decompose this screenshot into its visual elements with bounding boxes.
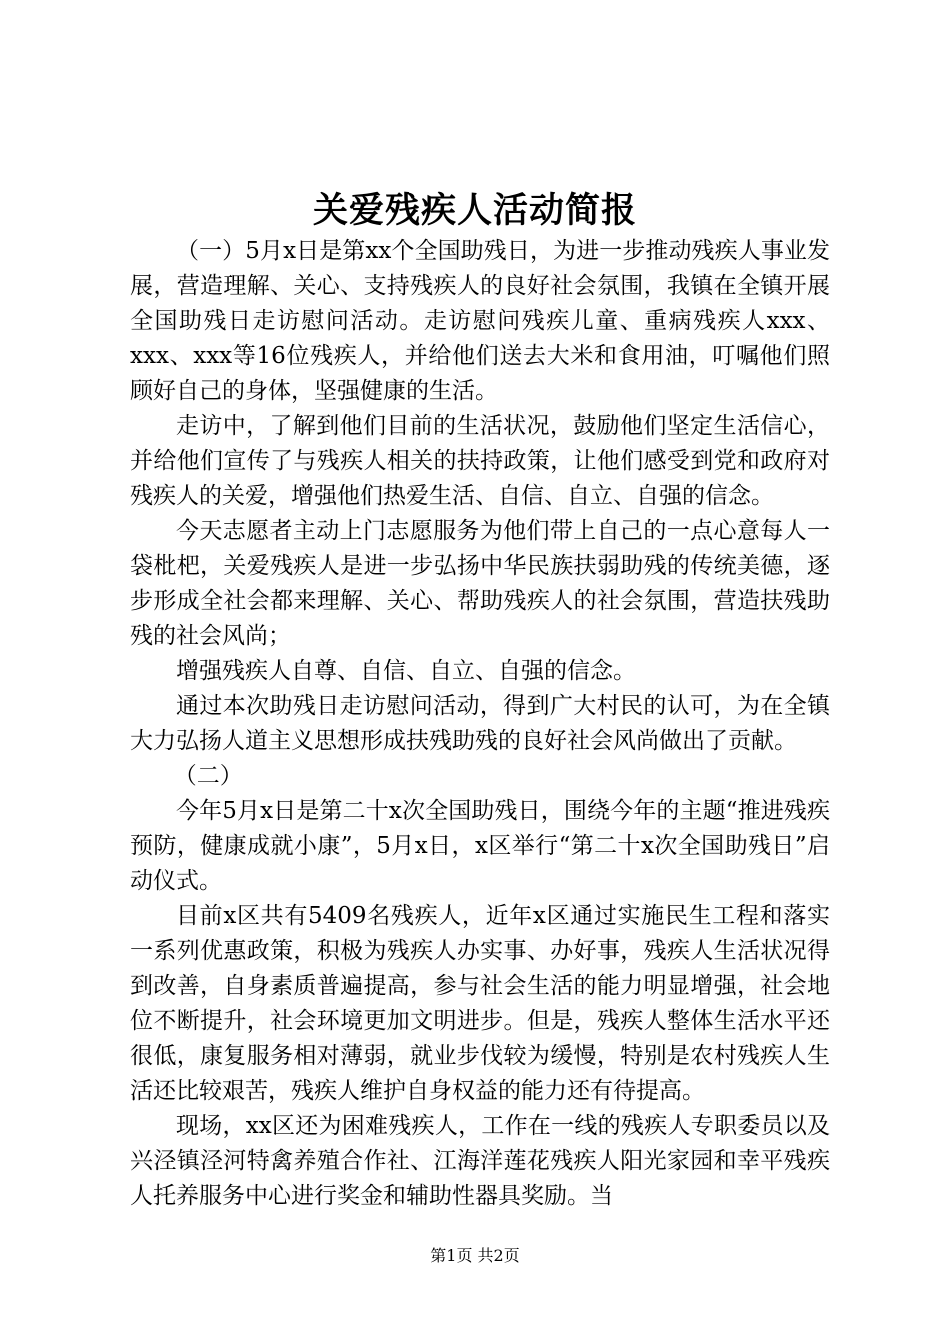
paragraph-8: 现场，xx区还为困难残疾人，工作在一线的残疾人专职委员以及兴泾镇泾河特禽养殖合作社、江海洋莲花残疾人阳光家园和幸平残疾人托养服务中心进行奖金和辅助性器具奖励。当 [130, 1113, 830, 1209]
paragraph-4: 增强残疾人自尊、自信、自立、自强的信念。 [176, 658, 636, 684]
paragraph-3: 今天志愿者主动上门志愿服务为他们带上自己的一点心意每人一袋枇杷，关爱残疾人是进一步弘扬中华民族扶弱助残的传统美德，逐步形成全社会都来理解、关心、帮助残疾人的社会氛围，营造扶残助残的社会风尚； [130, 518, 830, 649]
page-number: 第1页 共2页 [430, 1246, 520, 1265]
paragraph-2: 走访中，了解到他们目前的生活状况，鼓励他们坚定生活信心，并给他们宣传了与残疾人相关的扶持政策，让他们感受到党和政府对残疾人的关爱，增强他们热爱生活、自信、自立、自强的信念。 [130, 413, 830, 509]
paragraph-1: （一）5月x日是第xx个全国助残日，为进一步推动残疾人事业发展，营造理解、关心、支持残疾人的良好社会氛围，我镇在全镇开展全国助残日走访慰问活动。走访慰问残疾儿童、重病残疾人xxx、xxx、xxx等16位残疾人，并给他们送去大米和食用油，叮嘱他们照顾好自己的身体，坚强健康的生活。 [130, 238, 830, 404]
section-heading-2: （二） [173, 763, 243, 789]
paragraph-6: 今年5月x日是第二十x次全国助残日，围绕今年的主题“推进残疾预防，健康成就小康”，5月x日，x区举行“第二十x次全国助残日”启动仪式。 [130, 798, 830, 894]
document-title: 关爱残疾人活动简报 [312, 190, 637, 231]
paragraph-7: 目前x区共有5409名残疾人，近年x区通过实施民生工程和落实一系列优惠政策，积极为残疾人办实事、办好事，残疾人生活状况得到改善，自身素质普遍提高，参与社会生活的能力明显增强，社会地位不断提升，社会环境更加文明进步。但是，残疾人整体生活水平还很低，康复服务相对薄弱，就业步伐较为缓慢，特别是农村残疾人生活还比较艰苦，残疾人维护自身权益的能力还有待提高。 [130, 903, 830, 1104]
paragraph-5: 通过本次助残日走访慰问活动，得到广大村民的认可，为在全镇大力弘扬人道主义思想形成扶残助残的良好社会风尚做出了贡献。 [130, 693, 830, 754]
document-body [130, 234, 830, 1214]
